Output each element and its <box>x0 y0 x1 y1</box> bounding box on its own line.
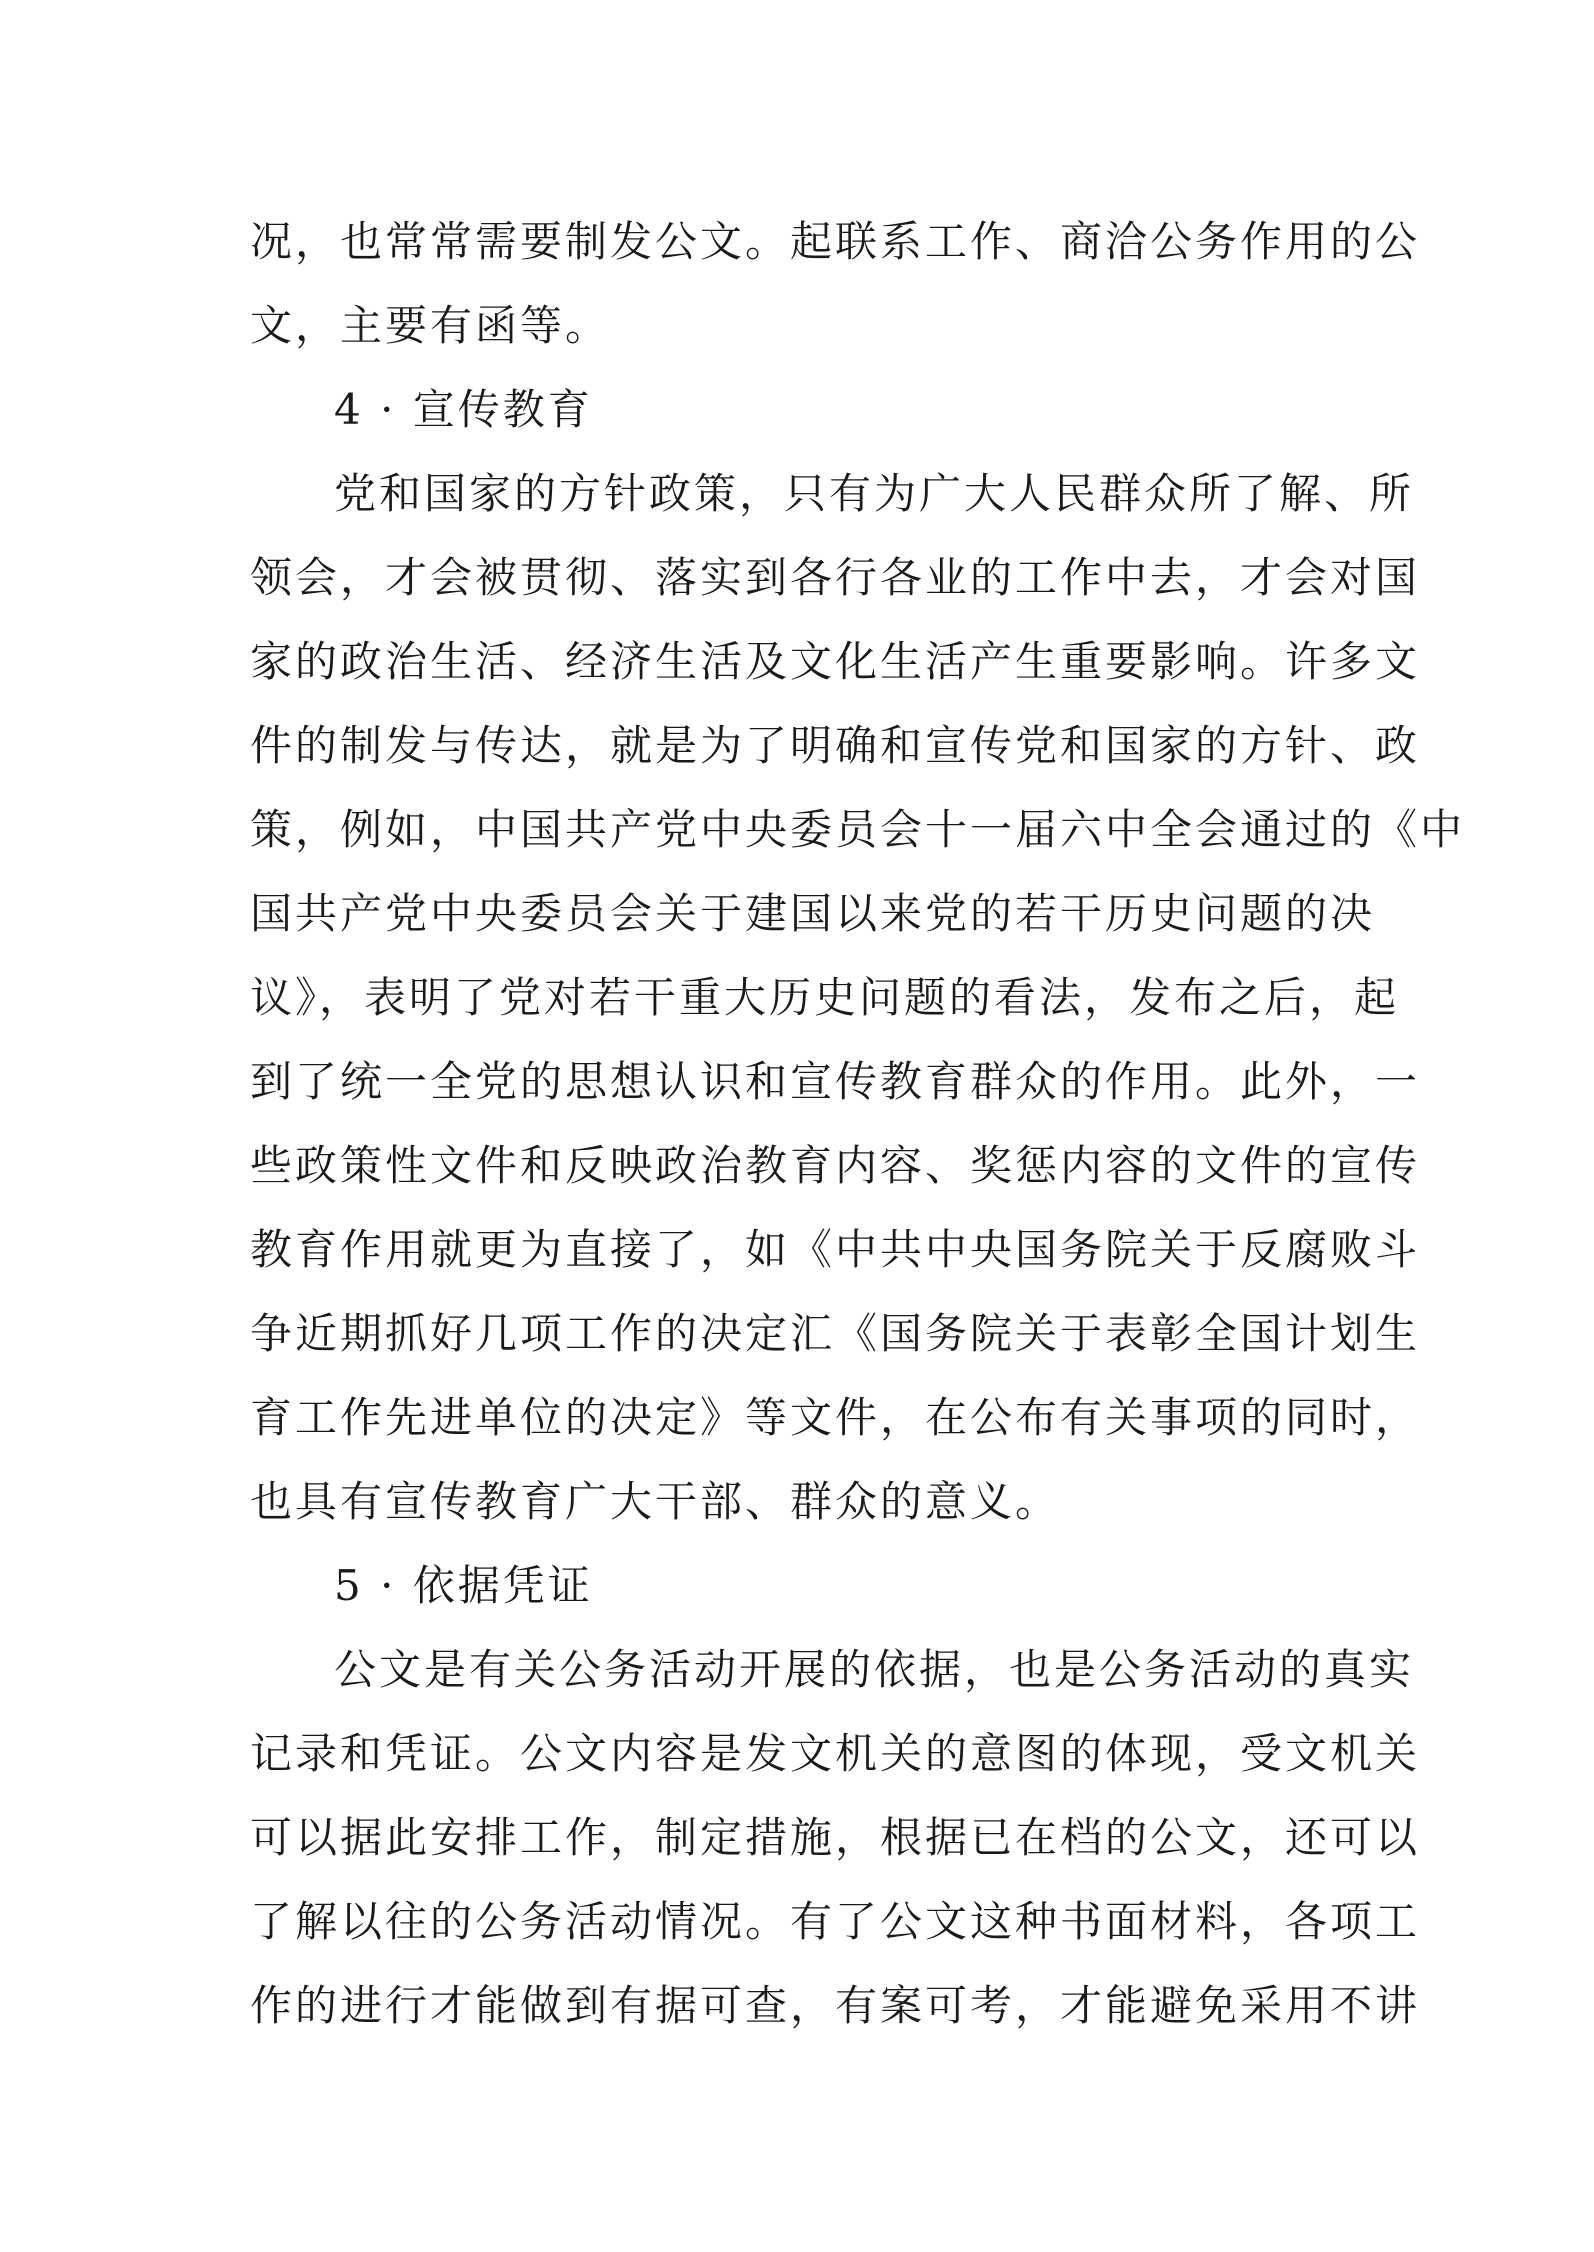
text-line: 领会，才会被贯彻、落实到各行各业的工作中去，才会对国 <box>250 553 1421 602</box>
text-line: 国共产党中央委员会关于建国以来党的若干历史问题的决 <box>250 889 1376 938</box>
text-line: 教育作用就更为直接了，如《中共中央国务院关于反腐败斗 <box>250 1225 1421 1274</box>
text-line: 家的政治生活、经济生活及文化生活产生重要影响。许多文 <box>250 637 1421 686</box>
section-heading: 5 · 依据凭证 <box>334 1561 593 1610</box>
text-line: 争近期抓好几项工作的决定汇《国务院关于表彰全国计划生 <box>250 1309 1421 1358</box>
text-line: 公文是有关公务活动开展的依据，也是公务活动的真实 <box>334 1645 1415 1694</box>
text-line: 况，也常常需要制发公文。起联系工作、商洽公务作用的公 <box>250 217 1421 266</box>
text-line: 党和国家的方针政策，只有为广大人民群众所了解、所 <box>334 469 1415 518</box>
text-line: 育工作先进单位的决定》等文件，在公布有关事项的同时， <box>250 1393 1421 1442</box>
section-heading: 4 · 宣传教育 <box>334 385 593 434</box>
text-line: 件的制发与传达，就是为了明确和宣传党和国家的方针、政 <box>250 721 1421 770</box>
text-line: 记录和凭证。公文内容是发文机关的意图的体现，受文机关 <box>250 1729 1421 1778</box>
text-line: 些政策性文件和反映政治教育内容、奖惩内容的文件的宣传 <box>250 1141 1421 1190</box>
text-line: 作的进行才能做到有据可查，有案可考，才能避免采用不讲 <box>250 1981 1421 2030</box>
text-line: 文，主要有函等。 <box>250 301 611 350</box>
text-line: 了解以往的公务活动情况。有了公文这种书面材料，各项工 <box>250 1897 1421 1946</box>
text-line: 策，例如，中国共产党中央委员会十一届六中全会通过的《中 <box>250 805 1466 854</box>
text-line: 到了统一全党的思想认识和宣传教育群众的作用。此外，一 <box>250 1057 1421 1106</box>
text-line: 议》，表明了党对若干重大历史问题的看法，发布之后，起 <box>250 973 1400 1022</box>
text-line: 可以据此安排工作，制定措施，根据已在档的公文，还可以 <box>250 1813 1421 1862</box>
text-line: 也具有宣传教育广大干部、群众的意义。 <box>250 1477 1061 1526</box>
